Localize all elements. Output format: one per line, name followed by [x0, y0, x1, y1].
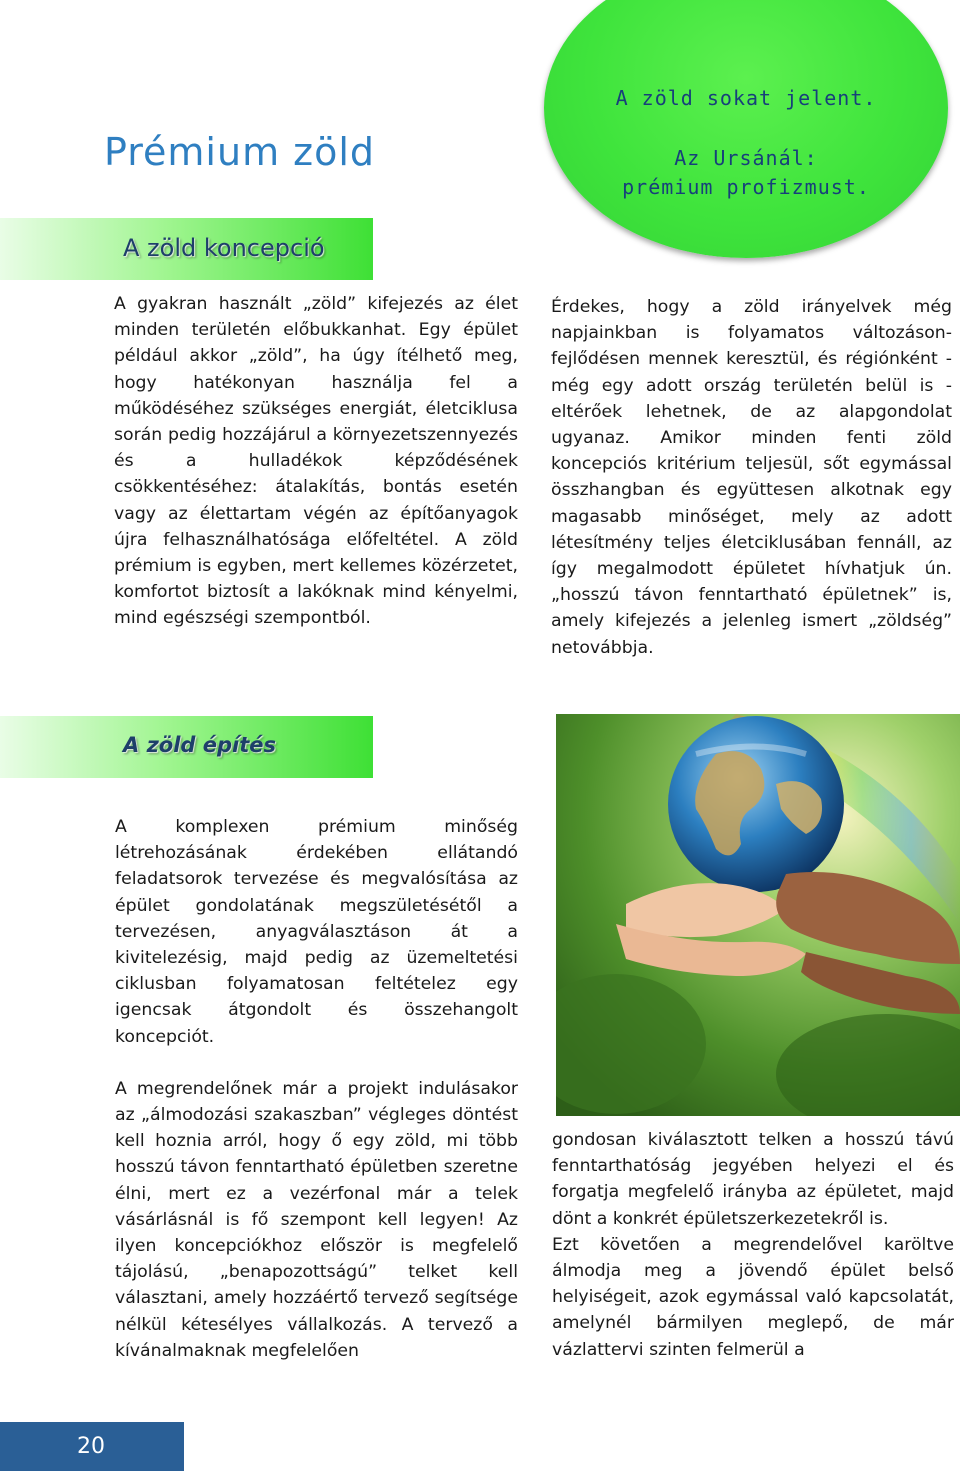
building-right-column: [552, 1127, 954, 1363]
slogan-circle: [544, 0, 948, 258]
section-heading-building: A zöld építés: [123, 733, 277, 757]
page-number: 20: [77, 1434, 105, 1459]
building-left-paragraph-2: A megrendelőnek már a projekt indulásakor az „álmodozási szakaszban” végleges döntést kell hoznia arról, hogy ő egy zöld, mi több hosszú távon fenntartható épületben szeretne élni, mert ez a vezérfonal már a telek vásárlásnál is fő szempont kell legyen! Az ilyen koncepciókhoz először is megfelelő tájolású, „benapozottságú” telket kell választani, amely hozzáértő tervező segítsége nélkül kétesélyes vállalkozás. A tervező a kívánalmaknak megfelelően: [115, 1078, 518, 1361]
earth-in-hands-photo: [556, 714, 960, 1116]
section-heading-bar-concept: [0, 218, 373, 280]
building-right-paragraph-1: gondosan kiválasztott telken a hosszú távú fenntarthatóság jegyében helyezi el és forgatja megfelelő irányba az épületet, majd dönt a konkrét épületszerkezetekről is.: [552, 1130, 954, 1229]
concept-right-paragraph: Érdekes, hogy a zöld irányelvek még napjainkban is folyamatos változáson-fejlődésen mennek keresztül, és régiónként - még egy adott ország területén belül is - eltérőek lehetnek, de az alapgondolat ugyanaz. Amikor minden fenti zöld koncepciós kritérium teljesül, sőt egymással összhangban és együttesen alkotnak egy magasabb minőséget, mely az adott létesítmény teljes életciklusában fennáll, az így megalmodott épületet hívhatjuk ún. „hosszú távon fenntartható épületnek” is, amely kifejezés a jelenleg ismert „zöldség” netovábbja.: [551, 297, 952, 658]
page-number-box: [0, 1422, 184, 1471]
building-right-paragraph-2: Ezt követően a megrendelővel karöltve álmodja meg a jövendő épület belső helyiségeit, azok egymással való kapcsolatát, amelynél bármilyen meglepő, de már vázlattervi szinten felmerül a: [552, 1234, 954, 1360]
section-heading-concept: A zöld koncepció: [123, 234, 325, 262]
section-heading-bar-building: [0, 716, 373, 778]
building-left-paragraph-1: A komplexen prémium minőség létrehozásának érdekében ellátandó feladatsorok tervezése és megvalósítása az épület gondolatának megszületésétől a tervezésen, anyagválasztáson át a kivitelezésig, majd pedig az üzemeltetési ciklusban folyamatosan feltételez egy igencsak átgondolt és összehangolt koncepciót.: [115, 817, 518, 1047]
slogan-line-1: A zöld sokat jelent.: [615, 86, 877, 110]
page-title: Prémium zöld: [104, 130, 376, 174]
concept-left-column: [114, 291, 518, 632]
slogan-line-3: prémium profizmust.: [622, 175, 870, 199]
building-left-column: [115, 814, 518, 1364]
concept-right-column: [551, 294, 952, 661]
concept-left-paragraph: A gyakran használt „zöld” kifejezés az élet minden területén előbukkanhat. Egy épület például akkor „zöld”, ha úgy ítélhető meg, hogy hatékonyan használja fel a működéséhez szükséges energiát, életciklusa során pedig hozzájárul a környezetszennyezés és a hulladékok képződésének csökkentéséhez: átalakítás, bontás esetén vagy az élettartam végén az építőanyagok újra felhasználhatósága előfeltétel. A zöld prémium is egyben, mert kellemes közérzetet, komfortot biztosít a lakóknak mind kényelmi, mind egészségi szempontból.: [114, 294, 518, 629]
slogan-line-2: Az Ursánál:: [674, 146, 818, 170]
